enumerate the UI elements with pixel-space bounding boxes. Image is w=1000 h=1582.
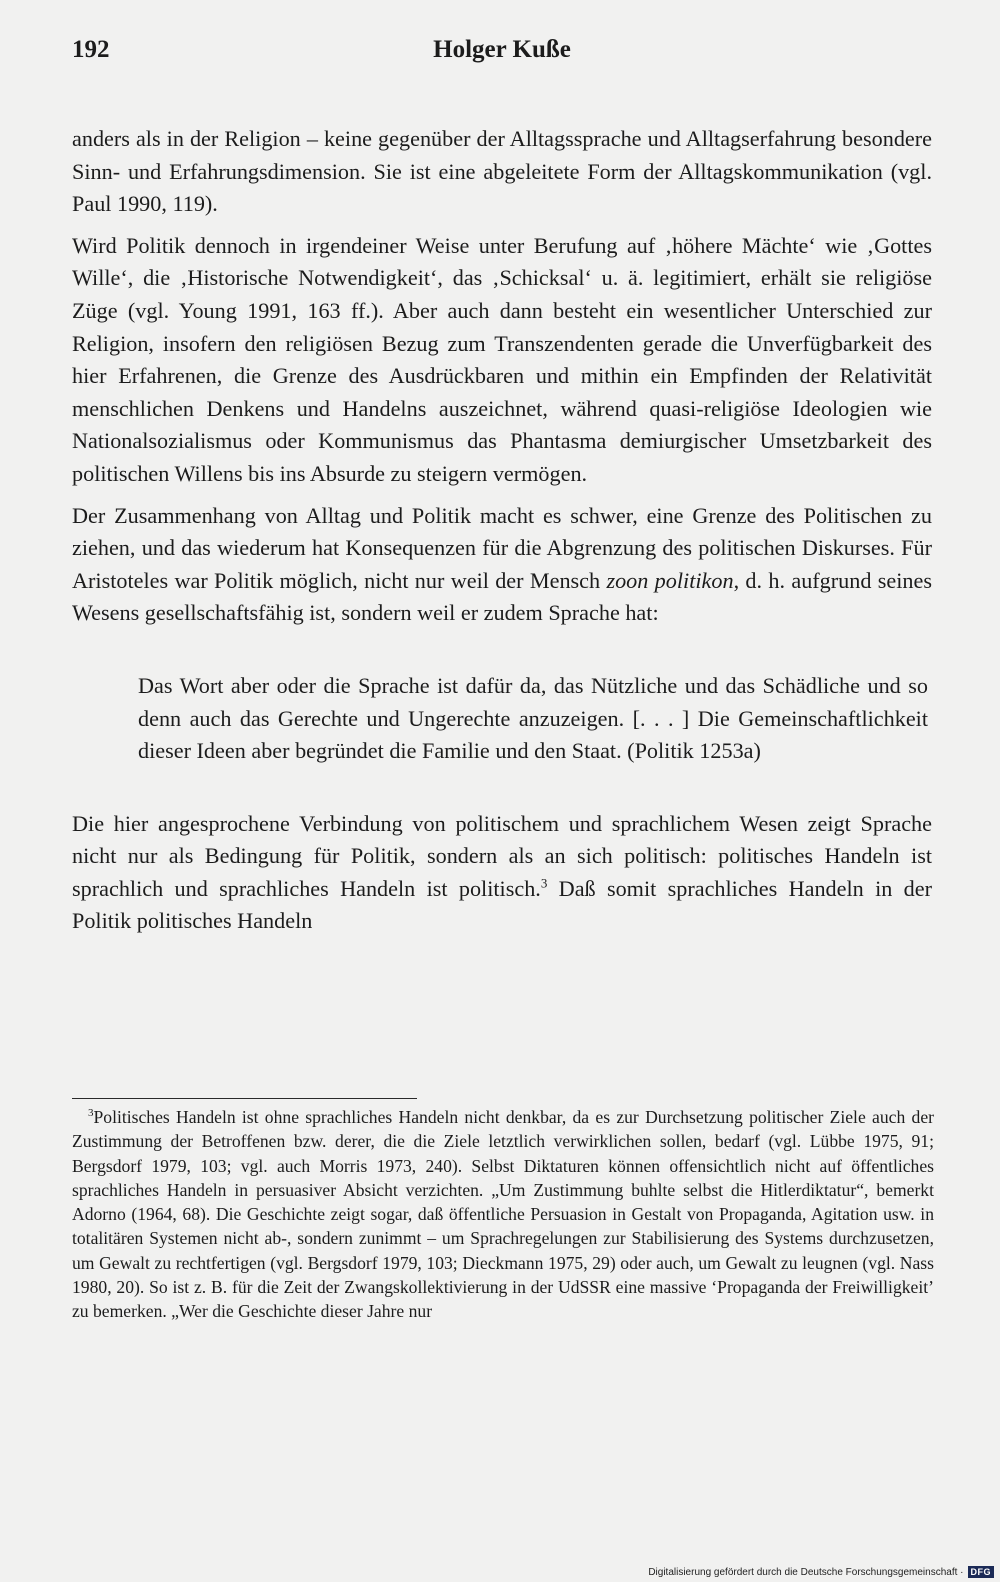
imprint-text: Digitalisierung gefördert durch die Deutsche Forschungsgemeinschaft · xyxy=(648,1566,964,1578)
aristotle-quote xyxy=(138,670,928,768)
paragraph-2: Wird Politik dennoch in irgendeiner Weise unter Berufung auf ‚höhere Mächte‘ wie ‚Gottes Wille‘, die ‚Historische Notwendigkeit‘, das ‚Schicksal‘ u. ä. legitimiert, erhält sie religiöse Züge (vgl. Young 1991, 163 ff.). Aber auch dann besteht ein wesentlicher Unterschied zur Religion, insofern den religiösen Bezug zum Transzendenten gerade die Unverfügbarkeit des hier Erfahrenen, die Grenze des Ausdrückbaren und mithin ein Empfinden der Relativität menschlichen Denkens und Handelns auszeichnet, während quasi-religiöse Ideologien wie Nationalsozialismus oder Kommunismus das Phantasma demiurgischer Umsetzbarkeit des politischen Willens bis ins Absurde zu steigern vermögen. xyxy=(72,232,932,486)
page-number: 192 xyxy=(72,36,110,63)
paragraph-4 xyxy=(72,808,932,938)
paragraph-3-text-start: Der Zusammenhang von Alltag und Politik macht es schwer, eine Grenze des Politischen zu ziehen, und das wiederum hat Konsequenzen für die Abgrenzung des politischen Diskurses. Für Aristoteles war Politik möglich, nicht nur weil der Mensch xyxy=(72,502,932,593)
footnotes xyxy=(72,1105,934,1324)
digitization-imprint xyxy=(648,1566,994,1578)
running-title: Holger Kuße xyxy=(433,36,571,63)
footnote-reference[interactable]: 3 xyxy=(540,875,548,891)
paragraph-4-continuation: Daß somit sprachliches Handeln in der Politik politisches Handeln xyxy=(72,875,932,934)
italic-term: zoon politikon xyxy=(606,567,734,593)
running-head xyxy=(72,36,932,72)
paragraph-1: anders als in der Religion – keine gegenüber der Alltagssprache und Alltagserfahrung besondere Sinn- und Erfahrungsdimension. Sie ist eine abgeleitete Form der Alltagskommunikation (vgl. Paul 1990, 119). xyxy=(72,126,932,217)
paragraph-3-text-end: , d. h. aufgrund seines Wesens gesellschaftsfähig ist, sondern weil er zudem Sprache hat: xyxy=(72,567,932,626)
footnote-rule xyxy=(72,1098,417,1099)
footnote-text: Politisches Handeln ist ohne sprachliches Handeln nicht denkbar, da es zur Durchsetzung politischer Ziele auch der Zustimmung der Betroffenen bzw. derer, die die Ziele letztlich verwirklichen sollen, bedarf (vgl. Lübbe 1975, 91; Bergsdorf 1979, 103; vgl. auch Morris 1973, 240). Selbst Diktaturen können offensichtlich nicht auf öffentliches sprachliches Handeln in persuasiver Absicht verzichten. „Um Zustimmung buhlte selbst die Hitlerdiktatur“, bemerkt Adorno (1964, 68). Die Geschichte zeigt sogar, daß öffentliche Persuasion in Gestalt von Propaganda, Agitation usw. in totalitären Systemen nicht ab-, sondern zunimmt – um Sprachregelungen zur Stabilisierung des Systems durchzusetzen, um Gewalt zu rechtfertigen (vgl. Bergsdorf 1979, 103; Dieckmann 1975, 29) oder auch, um Gewalt zu leugnen (vgl. Nass 1980, 20). So ist z. B. für die Zeit der Zwangskollektivierung in der UdSSR eine massive ‘Propaganda der Freiwilligkeit’ zu bemerken. „Wer die Geschichte dieser Jahre nur xyxy=(72,1107,934,1322)
footnote-marker: 3 xyxy=(88,1107,94,1120)
footnote-3 xyxy=(72,1105,934,1324)
paragraph-4-text: Die hier angesprochene Verbindung von politischem und sprachlichem Wesen zeigt Sprache nicht nur als Bedingung für Politik, sondern als an sich politisch: politisches Handeln ist sprachlich und sprachliches Handeln ist politisch. xyxy=(72,810,932,901)
paragraph-3 xyxy=(72,500,932,630)
dfg-logo-icon: DFG xyxy=(968,1566,995,1578)
body-text xyxy=(72,123,932,947)
quote-text: Das Wort aber oder die Sprache ist dafür da, das Nützliche und das Schädliche und so denn auch das Gerechte und Ungerechte anzuzeigen. [. . . ] Die Gemeinschaftlichkeit dieser Ideen aber begründet die Familie und den Staat. (Politik 1253a) xyxy=(138,672,928,764)
